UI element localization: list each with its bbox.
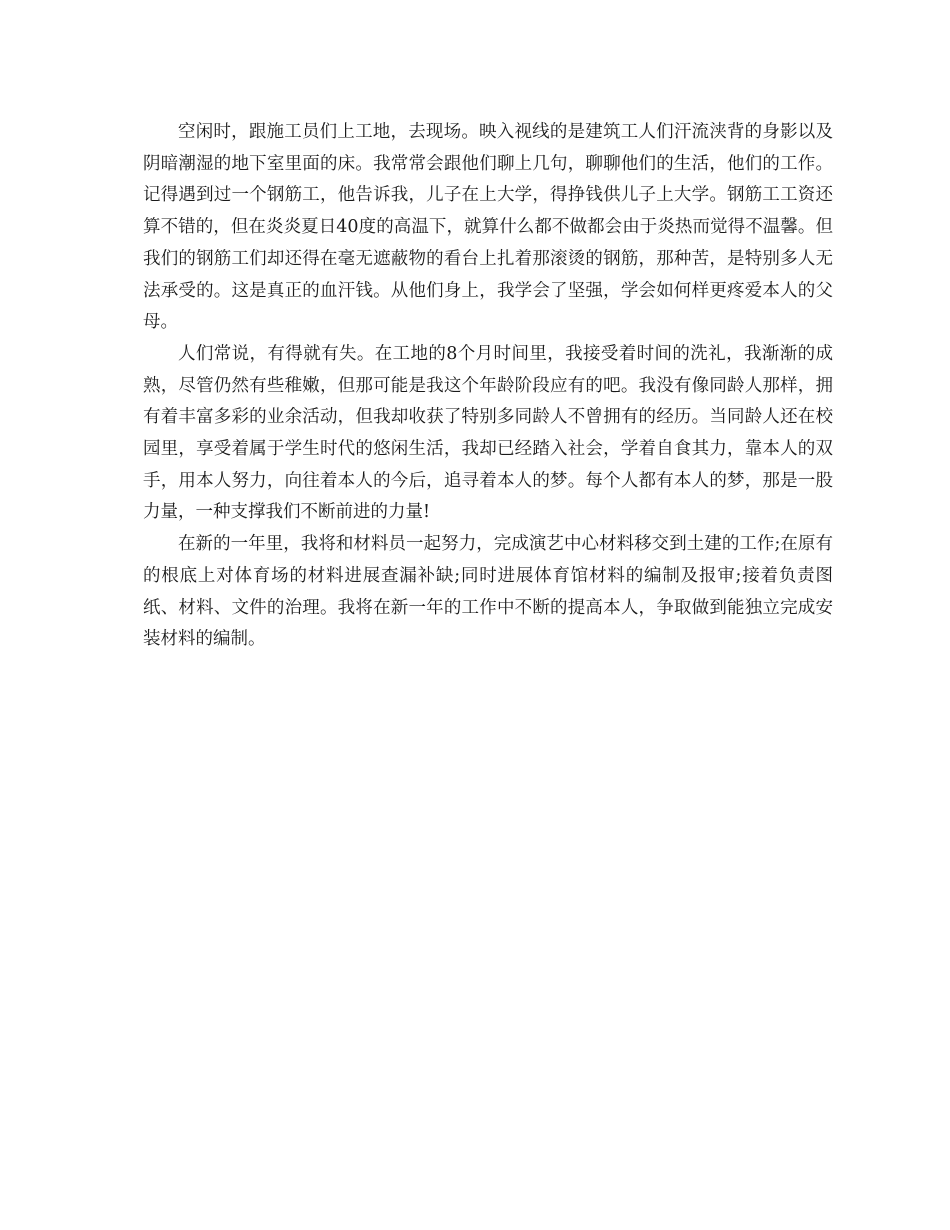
paragraph-gains-and-losses: 人们常说，有得就有失。在工地的8个月时间里，我接受着时间的洗礼，我渐渐的成熟，尽管仍然有些稚嫩，但那可能是我这个年龄阶段应有的吧。我没有像同龄人那样，拥有着丰富多彩的业余活动，但我却收获了特别多同龄人不曾拥有的经历。当同龄人还在校园里，享受着属于学生时代的悠闲生活，我却已经踏入社会，学着自食其力，靠本人的双手，用本人努力，向往着本人的今后，追寻着本人的梦。每个人都有本人的梦，那是一股力量，一种支撑我们不断前进的力量! — [143, 343, 833, 523]
document-body — [143, 117, 833, 656]
paragraph-site-workers: 空闲时，跟施工员们上工地，去现场。映入视线的是建筑工人们汗流浃背的身影以及阴暗潮湿的地下室里面的床。我常常会跟他们聊上几句，聊聊他们的生活，他们的工作。记得遇到过一个钢筋工，他告诉我，儿子在上大学，得挣钱供儿子上大学。钢筋工工资还算不错的，但在炎炎夏日40度的高温下，就算什么都不做都会由于炎热而觉得不温馨。但我们的钢筋工们却还得在毫无遮蔽物的看台上扎着那滚烫的钢筋，那种苦，是特别多人无法承受的。这是真正的血汗钱。从他们身上，我学会了坚强，学会如何样更疼爱本人的父母。 — [143, 122, 833, 333]
paragraph-new-year-plan: 在新的一年里，我将和材料员一起努力，完成演艺中心材料移交到土建的工作;在原有的根底上对体育场的材料进展查漏补缺;同时进展体育馆材料的编制及报审;接着负责图纸、材料、文件的治理。我将在新一年的工作中不断的提高本人，争取做到能独立完成安装材料的编制。 — [143, 534, 833, 650]
